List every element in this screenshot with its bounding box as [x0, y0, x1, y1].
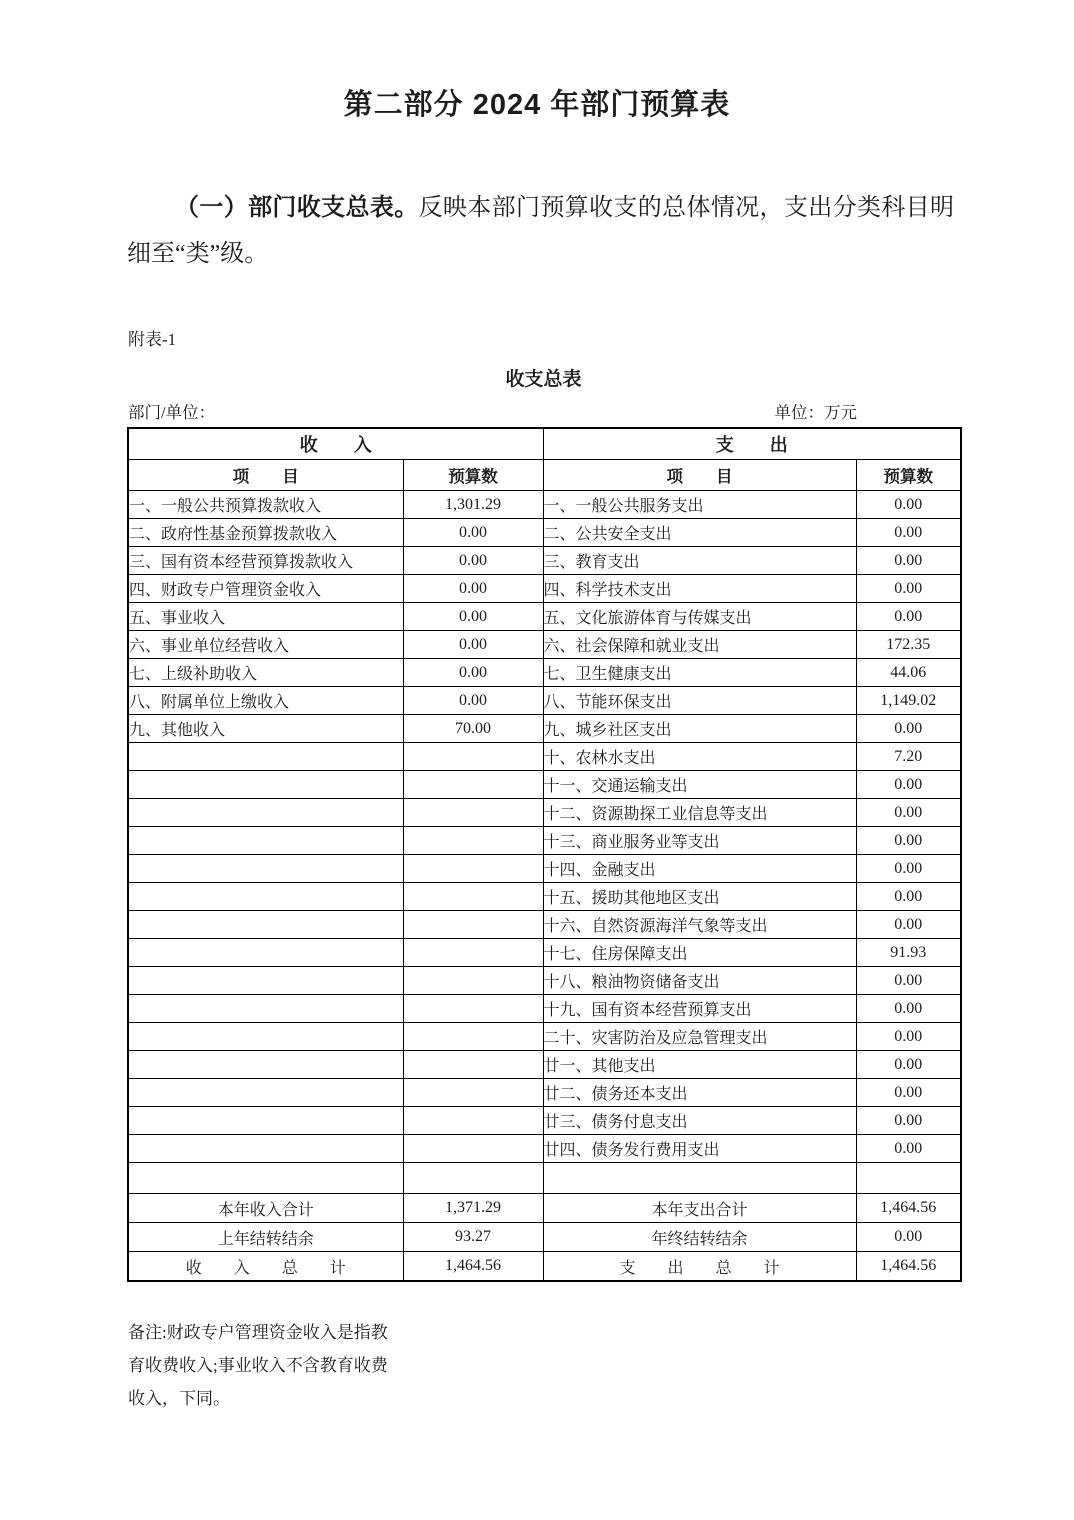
total-expense-item-cell: 支 出 总 计 — [543, 1252, 856, 1282]
expense-item-cell: 十、农林水支出 — [543, 743, 856, 771]
table-row — [128, 939, 961, 967]
income-value-cell: 0.00 — [403, 687, 543, 715]
intro-body: 反映本部门预算收支的总体情况，支出分类科目明细至“类”级。 — [127, 195, 955, 267]
income-value-cell — [403, 1135, 543, 1163]
income-value-cell — [403, 1023, 543, 1051]
income-value-cell: 0.00 — [403, 631, 543, 659]
expense-item-cell: 廿二、债务还本支出 — [543, 1079, 856, 1107]
income-item-cell — [128, 1135, 403, 1163]
expense-item-cell: 十八、粮油物资储备支出 — [543, 967, 856, 995]
income-item-cell — [128, 911, 403, 939]
table-row — [128, 715, 961, 743]
income-value-cell — [403, 1079, 543, 1107]
table-row — [128, 631, 961, 659]
expense-item-cell: 八、节能环保支出 — [543, 687, 856, 715]
income-item-cell: 一、一般公共预算拨款收入 — [128, 491, 403, 519]
expense-item-cell: 二十、灾害防治及应急管理支出 — [543, 1023, 856, 1051]
income-item-cell — [128, 1079, 403, 1107]
expense-item-cell: 十四、金融支出 — [543, 855, 856, 883]
expense-item-header: 项 目 — [543, 460, 856, 491]
table-row — [128, 743, 961, 771]
expense-value-cell: 0.00 — [856, 547, 961, 575]
total-row — [128, 1252, 961, 1282]
income-item-cell: 二、政府性基金预算拨款收入 — [128, 519, 403, 547]
expense-value-cell: 0.00 — [856, 827, 961, 855]
total-expense-value-cell: 0.00 — [856, 1223, 961, 1252]
expense-item-cell: 十九、国有资本经营预算支出 — [543, 995, 856, 1023]
total-expense-value-cell: 1,464.56 — [856, 1194, 961, 1223]
income-item-cell — [128, 799, 403, 827]
expense-value-cell: 7.20 — [856, 743, 961, 771]
table-row — [128, 827, 961, 855]
document-title: 第二部分 2024 年部门预算表 — [343, 89, 731, 121]
income-item-cell — [128, 855, 403, 883]
remark-line: 育收费收入;事业收入不含教育收费 — [128, 1356, 388, 1375]
expense-item-cell: 九、城乡社区支出 — [543, 715, 856, 743]
table-row — [128, 1079, 961, 1107]
income-item-cell — [128, 939, 403, 967]
expense-item-cell: 十二、资源勘探工业信息等支出 — [543, 799, 856, 827]
income-item-cell: 四、财政专户管理资金收入 — [128, 575, 403, 603]
income-budget-header: 预算数 — [403, 460, 543, 491]
income-value-cell — [403, 995, 543, 1023]
table-row — [128, 603, 961, 631]
income-value-cell — [403, 827, 543, 855]
table-row — [128, 799, 961, 827]
income-item-cell: 三、国有资本经营预算拨款收入 — [128, 547, 403, 575]
expense-item-cell: 廿四、债务发行费用支出 — [543, 1135, 856, 1163]
income-value-cell: 0.00 — [403, 603, 543, 631]
expense-value-cell — [856, 1163, 961, 1194]
table-row — [128, 1051, 961, 1079]
table-row — [128, 883, 961, 911]
expense-item-cell: 一、一般公共服务支出 — [543, 491, 856, 519]
income-item-cell: 七、上级补助收入 — [128, 659, 403, 687]
income-value-cell — [403, 771, 543, 799]
expense-value-cell: 0.00 — [856, 911, 961, 939]
expense-value-cell: 0.00 — [856, 1079, 961, 1107]
income-item-cell — [128, 1023, 403, 1051]
expense-item-cell: 十三、商业服务业等支出 — [543, 827, 856, 855]
income-value-cell — [403, 799, 543, 827]
total-row — [128, 1223, 961, 1252]
income-item-cell — [128, 827, 403, 855]
income-value-cell — [403, 1051, 543, 1079]
table-meta-row — [127, 399, 960, 423]
expense-item-cell: 七、卫生健康支出 — [543, 659, 856, 687]
income-value-cell — [403, 743, 543, 771]
expense-value-cell: 172.35 — [856, 631, 961, 659]
expense-value-cell: 91.93 — [856, 939, 961, 967]
table-row — [128, 771, 961, 799]
table-row — [128, 491, 961, 519]
table-row — [128, 575, 961, 603]
expense-item-cell: 廿三、债务付息支出 — [543, 1107, 856, 1135]
expense-value-cell: 44.06 — [856, 659, 961, 687]
table-row — [128, 1135, 961, 1163]
expense-value-cell: 0.00 — [856, 855, 961, 883]
total-income-value-cell: 93.27 — [403, 1223, 543, 1252]
income-value-cell — [403, 1107, 543, 1135]
expense-value-cell: 0.00 — [856, 1107, 961, 1135]
income-value-cell: 0.00 — [403, 519, 543, 547]
income-item-header: 项 目 — [128, 460, 403, 491]
income-value-cell — [403, 967, 543, 995]
budget-table-body — [128, 491, 961, 1282]
expense-value-cell: 0.00 — [856, 995, 961, 1023]
expense-section-header: 支 出 — [543, 428, 961, 460]
expense-item-cell: 六、社会保障和就业支出 — [543, 631, 856, 659]
expense-value-cell: 0.00 — [856, 771, 961, 799]
spacer-row — [128, 1163, 961, 1194]
expense-value-cell: 0.00 — [856, 715, 961, 743]
unit-label: 单位：万元 — [774, 403, 857, 422]
income-value-cell — [403, 855, 543, 883]
budget-table — [127, 427, 962, 1282]
table-row — [128, 1107, 961, 1135]
income-value-cell: 0.00 — [403, 659, 543, 687]
income-value-cell: 70.00 — [403, 715, 543, 743]
table-row — [128, 659, 961, 687]
column-header-row — [128, 460, 961, 491]
expense-value-cell: 0.00 — [856, 1051, 961, 1079]
income-value-cell: 0.00 — [403, 547, 543, 575]
total-income-item-cell: 上年结转结余 — [128, 1223, 403, 1252]
table-row — [128, 1023, 961, 1051]
income-item-cell — [128, 1107, 403, 1135]
table-title: 收支总表 — [505, 369, 582, 390]
total-expense-item-cell: 年终结转结余 — [543, 1223, 856, 1252]
total-income-value-cell: 1,371.29 — [403, 1194, 543, 1223]
total-income-value-cell: 1,464.56 — [403, 1252, 543, 1282]
table-row — [128, 519, 961, 547]
expense-value-cell: 0.00 — [856, 603, 961, 631]
section-header-row — [128, 428, 961, 460]
expense-item-cell: 十一、交通运输支出 — [543, 771, 856, 799]
expense-value-cell: 0.00 — [856, 519, 961, 547]
total-income-item-cell: 收 入 总 计 — [128, 1252, 403, 1282]
income-item-cell — [128, 743, 403, 771]
expense-value-cell: 0.00 — [856, 799, 961, 827]
income-item-cell — [128, 995, 403, 1023]
table-row — [128, 967, 961, 995]
income-item-cell — [128, 771, 403, 799]
expense-value-cell: 0.00 — [856, 883, 961, 911]
attachment-label: 附表-1 — [128, 330, 177, 349]
table-row — [128, 995, 961, 1023]
income-item-cell — [128, 1163, 403, 1194]
remark-line: 备注:财政专户管理资金收入是指教 — [128, 1323, 388, 1342]
total-row — [128, 1194, 961, 1223]
income-item-cell: 六、事业单位经营收入 — [128, 631, 403, 659]
income-value-cell — [403, 939, 543, 967]
income-value-cell: 1,301.29 — [403, 491, 543, 519]
income-value-cell: 0.00 — [403, 575, 543, 603]
income-item-cell: 九、其他收入 — [128, 715, 403, 743]
expense-value-cell: 0.00 — [856, 967, 961, 995]
expense-item-cell: 二、公共安全支出 — [543, 519, 856, 547]
expense-value-cell: 0.00 — [856, 491, 961, 519]
remark-line: 收入，下同。 — [128, 1389, 230, 1408]
expense-item-cell: 三、教育支出 — [543, 547, 856, 575]
expense-item-cell: 十六、自然资源海洋气象等支出 — [543, 911, 856, 939]
table-row — [128, 687, 961, 715]
intro-lead: （一）部门收支总表。 — [175, 194, 419, 221]
intro-paragraph — [127, 185, 954, 277]
total-expense-value-cell: 1,464.56 — [856, 1252, 961, 1282]
table-row — [128, 547, 961, 575]
expense-item-cell: 五、文化旅游体育与传媒支出 — [543, 603, 856, 631]
expense-item-cell — [543, 1163, 856, 1194]
expense-value-cell: 0.00 — [856, 575, 961, 603]
total-income-item-cell: 本年收入合计 — [128, 1194, 403, 1223]
table-row — [128, 911, 961, 939]
income-item-cell: 五、事业收入 — [128, 603, 403, 631]
remark-note — [128, 1316, 1074, 1415]
income-section-header: 收 入 — [128, 428, 543, 460]
expense-budget-header: 预算数 — [856, 460, 961, 491]
table-row — [128, 855, 961, 883]
expense-item-cell: 廿一、其他支出 — [543, 1051, 856, 1079]
income-value-cell — [403, 1163, 543, 1194]
expense-item-cell: 十五、援助其他地区支出 — [543, 883, 856, 911]
total-expense-item-cell: 本年支出合计 — [543, 1194, 856, 1223]
income-item-cell — [128, 1051, 403, 1079]
expense-item-cell: 十七、住房保障支出 — [543, 939, 856, 967]
income-item-cell: 八、附属单位上缴收入 — [128, 687, 403, 715]
department-label: 部门/单位： — [128, 403, 216, 422]
expense-value-cell: 0.00 — [856, 1023, 961, 1051]
income-item-cell — [128, 883, 403, 911]
income-value-cell — [403, 883, 543, 911]
expense-value-cell: 0.00 — [856, 1135, 961, 1163]
expense-item-cell: 四、科学技术支出 — [543, 575, 856, 603]
expense-value-cell: 1,149.02 — [856, 687, 961, 715]
income-item-cell — [128, 967, 403, 995]
income-value-cell — [403, 911, 543, 939]
